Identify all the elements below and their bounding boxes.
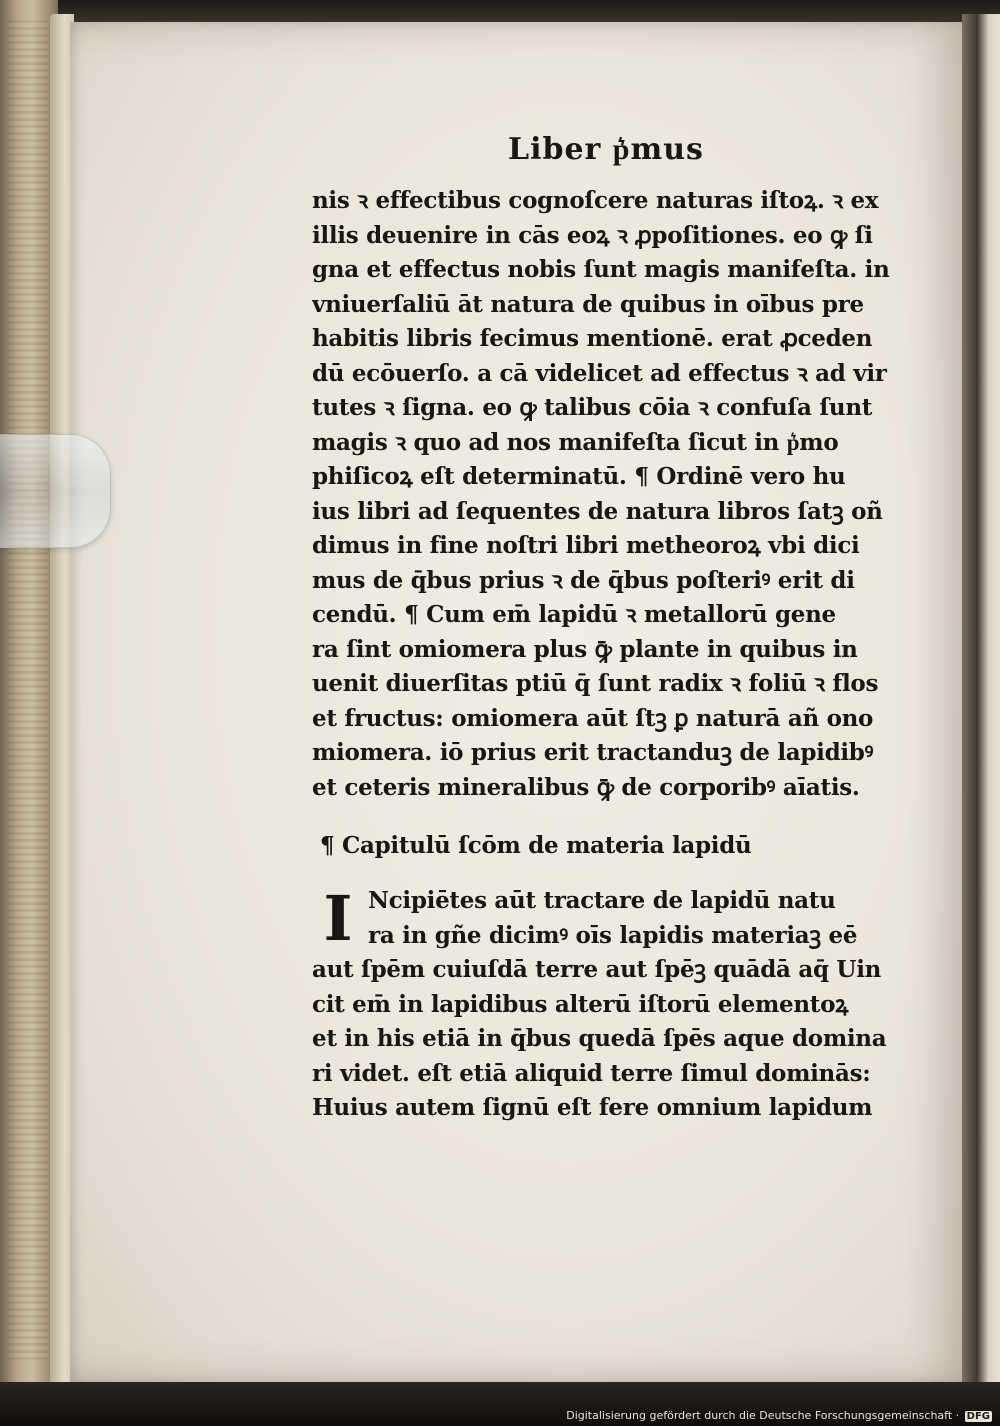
text-line: tutes ꝛ ſigna. eo ꝙ talibus cōia ꝛ confuſa ſunt [312,394,873,421]
text-line: Ncipiētes aūt tractare de lapidū natu [368,887,836,914]
text-line: et ceteris mineralibus ꝙ̄ de corporibꝰ aīatis. [312,773,860,801]
text-line: illis deuenire in cās eoꝝ ꝛ ꝓpoſitiones. eo ꝙ ſi [312,221,873,249]
text-line: magis ꝛ quo ad nos manifeſta ſicut in p͛mo [312,428,839,456]
text-line: ra ſint omiomera plus ꝙ̄ plante in quibus in [312,635,858,663]
text-line: cit em̄ in lapidibus alterū iſtorū elementoꝝ [312,990,849,1018]
text-line: et fructus: omiomera aūt ſtꝫ ꝑ naturā añ ono [312,704,874,732]
decorated-initial: I [323,882,353,955]
text-line: mus de q̄bus prius ꝛ de q̄bus poſteriꝰ erit di [312,566,855,594]
text-line: uenit diuerſitas ptiū q̄ ſunt radix ꝛ foliū ꝛ flos [312,670,879,697]
digitization-credit [566,1409,992,1422]
text-line: miomera. iō prius erit tractanduꝫ de lapidibꝰ [312,739,874,766]
text-line: cendū. ¶ Cum em̄ lapidū ꝛ metallorū gene [312,601,836,628]
book-gutter [962,14,1000,1394]
text-line: dimus in fine noſtri libri metheoroꝝ vbi dici [312,532,860,559]
text-line: ra in gñe dicimꝰ oīs lapidis materiaꝫ eē [368,921,858,949]
text-line: gna et effectus nobis ſunt magis manifeſta. in [312,256,890,283]
dfg-logo: DFG [966,1411,990,1422]
body-text [312,184,912,805]
scan-frame-top [0,0,1000,24]
text-line: dū ecōuerſo. a cā videlicet ad effectus ꝛ ad vir [312,359,887,387]
text-line: phiſicoꝝ eſt determinatū. ¶ Ordinē vero hu [312,463,846,490]
credit-text: Digitalisierung gefördert durch die Deutsche Forschungsgemeinschaft · [566,1409,960,1422]
text-line: Huius autem ſignū eſt fere omnium lapidum [312,1094,873,1121]
text-line: ri videt. eſt etiā aliquid terre ſimul dominās: [312,1059,871,1087]
text-line: habitis libris fecimus mentionē. erat ꝓceden [312,325,873,352]
chapter-body-text [312,884,912,1126]
running-head: Liber p͛mus [508,132,704,167]
glass-plate [0,434,111,548]
chapter-title: ¶ Capitulū ſcōm de materia lapidū [320,832,752,859]
text-line: aut ſpēm cuiuſdā terre aut ſpēꝫ quādā aq̄ Uin [312,956,882,983]
text-line: nis ꝛ effectibus cognoſcere naturas iſtoꝝ. ꝛ ex [312,187,879,214]
text-line: vniuerſaliū āt natura de quibus in oībus pre [312,290,864,318]
text-line: ius libri ad ſequentes de natura libros ſatꝫ oñ [312,497,883,525]
text-line: et in his etiā in q̄bus quedā ſpēs aque domina [312,1025,887,1052]
